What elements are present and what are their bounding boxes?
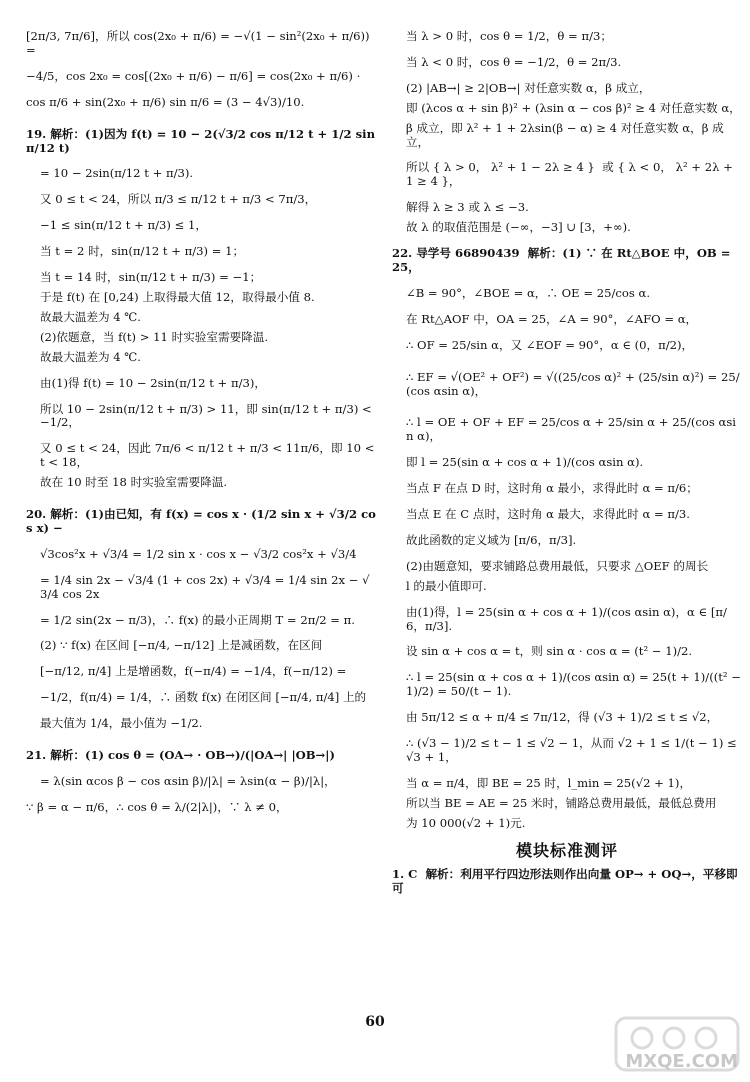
text-line: 由(1)得 f(t) = 10 − 2sin(π/12 t + π/3)，: [40, 375, 266, 390]
text-line: (2)由题意知，要求铺路总费用最低，只要求 △OEF 的周长: [406, 558, 709, 573]
text-line: 即 (λcos α + sin β)² + (λsin α − cos β)² ≥ 4 对任意实数 α，: [406, 100, 741, 115]
text-line: 当 α = π/4，即 BE = 25 时，l_min = 25(√2 + 1)，: [406, 775, 692, 790]
answer-line: 1. C 解析：利用平行四边形法则作出向量 OP→ + OQ→，平移即可: [392, 866, 738, 895]
text-line: 所以 10 − 2sin(π/12 t + π/3) > 11，即 sin(π/12 t + π/3) < −1/2，: [40, 401, 376, 430]
text-line: ∠B = 90°，∠BOE = α，∴ OE = 25/cos α.: [406, 285, 651, 300]
text-line: 所以 { λ > 0， λ² + 1 − 2λ ≥ 4 } 或 { λ < 0， λ² + 2λ + 1 ≥ 4 }，: [406, 160, 737, 189]
text-line: 故在 10 时至 18 时实验室需要降温.: [40, 475, 228, 490]
text-line: 故 λ 的取值范围是 (−∞，−3] ∪ [3，+∞).: [406, 220, 631, 235]
text-line: 当 t = 14 时，sin(π/12 t + π/3) = −1；: [40, 270, 262, 285]
text-line: (2) ∵ f(x) 在区间 [−π/4, −π/12] 上是减函数，在区间: [40, 638, 323, 653]
watermark-text: MXQE.COM: [625, 1051, 738, 1072]
text-line: 当 t = 2 时，sin(π/12 t + π/3) = 1；: [40, 244, 245, 259]
text-line: = λ(sin αcos β − cos αsin β)/|λ| = λsin(α − β)/|λ|，: [40, 774, 336, 788]
text-line: β 成立，即 λ² + 1 + 2λsin(β − α) ≥ 4 对任意实数 α，β 成立，: [406, 120, 724, 149]
problem-19-line: 19. 解析：(1)因为 f(t) = 10 − 2(√3/2 cos π/12 t + 1/2 sin π/12 t): [26, 126, 380, 155]
text-line: ∴ (√3 − 1)/2 ≤ t − 1 ≤ √2 − 1，从而 √2 + 1 ≤ 1/(t − 1) ≤ √3 + 1，: [406, 736, 741, 764]
section-title: 模块标准测评: [515, 840, 618, 860]
text-line: (2) |AB→| ≥ 2|OB→| 对任意实数 α，β 成立，: [406, 80, 651, 95]
text-line: 由(1)得，l = 25(sin α + cos α + 1)/(cos αsin α)，α ∈ [π/6，π/3].: [406, 604, 727, 633]
text-line: ∴ EF = √(OE² + OF²) = √((25/cos α)² + (25/sin α)²) = 25/(cos αsin α)，: [406, 369, 740, 398]
text-line: −1/2，f(π/4) = 1/4，∴ 函数 f(x) 在闭区间 [−π/4, π/4] 上的: [40, 690, 367, 705]
text-line: = 1/4 sin 2x − √3/4 (1 + cos 2x) + √3/4 = 1/4 sin 2x − √3/4 cos 2x: [40, 572, 370, 601]
text-line: l 的最小值即可.: [406, 578, 487, 593]
text-line: 当点 F 在点 D 时，这时角 α 最小，求得此时 α = π/6；: [406, 481, 698, 496]
left-column: [26, 29, 380, 815]
text-line: 由 5π/12 ≤ α + π/4 ≤ 7π/12，得 (√3 + 1)/2 ≤ t ≤ √2，: [406, 710, 719, 725]
text-line: 故最大温差为 4 ℃.: [40, 309, 141, 324]
text-line: −4/5，cos 2x₀ = cos[(2x₀ + π/6) − π/6] = cos(2x₀ + π/6) ·: [26, 68, 361, 83]
text-line: 当 λ > 0 时，cos θ = 1/2，θ = π/3；: [406, 29, 612, 43]
problem-21-line: 21. 解析：(1) cos θ = (OA→ · OB→)/(|OA→| |OB→|): [26, 748, 335, 763]
text-line: (2)依题意，当 f(t) > 11 时实验室需要降温.: [40, 329, 269, 344]
text-line: ∴ OF = 25/sin α，又 ∠EOF = 90°，α ∈ (0，π/2)，: [406, 337, 694, 352]
page-number: 60: [365, 1014, 385, 1030]
text-line: √3cos²x + √3/4 = 1/2 sin x · cos x − √3/2 cos²x + √3/4: [40, 546, 357, 561]
text-line: 当点 E 在 C 点时，这时角 α 最大，求得此时 α = π/3.: [406, 507, 690, 522]
text-line: cos π/6 + sin(2x₀ + π/6) sin π/6 = (3 − 4√3)/10.: [26, 94, 305, 109]
text-line: 为 10 000(√2 + 1)元.: [406, 815, 526, 830]
text-line: ∴ l = OE + OF + EF = 25/cos α + 25/sin α + 25/(cos αsin α)，: [406, 415, 736, 444]
text-line: −1 ≤ sin(π/12 t + π/3) ≤ 1，: [40, 218, 208, 233]
text-line: 设 sin α + cos α = t，则 sin α · cos α = (t² − 1)/2.: [406, 644, 693, 659]
text-line: 解得 λ ≥ 3 或 λ ≤ −3.: [406, 200, 529, 215]
text-line: 故最大温差为 4 ℃.: [40, 349, 141, 364]
text-line: 又 0 ≤ t < 24，所以 π/3 ≤ π/12 t + π/3 < 7π/3，: [40, 192, 317, 207]
text-line: = 1/2 sin(2x − π/3)，∴ f(x) 的最小正周期 T = 2π/2 = π.: [40, 612, 355, 627]
text-line: 所以当 BE = AE = 25 米时，铺路总费用最低，最低总费用: [406, 795, 717, 810]
text-line: 故此函数的定义域为 [π/6，π/3].: [406, 532, 577, 547]
text-line: 又 0 ≤ t < 24，因此 7π/6 < π/12 t + π/3 < 11π/6，即 10 < t < 18，: [40, 441, 379, 470]
text-line: 当 λ < 0 时，cos θ = −1/2，θ = 2π/3.: [406, 54, 622, 69]
problem-20-line: 20. 解析：(1)由已知，有 f(x) = cos x · (1/2 sin x + √3/2 cos x) −: [26, 507, 376, 535]
text-line: 于是 f(t) 在 [0,24) 上取得最大值 12，取得最小值 8.: [40, 289, 315, 304]
text-line: [−π/12, π/4] 上是增函数，f(−π/4) = −1/4，f(−π/12) =: [40, 664, 347, 679]
text-line: 最大值为 1/4，最小值为 −1/2.: [40, 716, 203, 731]
text-line: [2π/3, 7π/6]，所以 cos(2x₀ + π/6) = −√(1 − sin²(2x₀ + π/6)) =: [26, 29, 374, 57]
problem-22-line: 22. 导学号 66890439 解析：(1) ∵ 在 Rt△BOE 中，OB = 25，: [392, 246, 735, 274]
text-line: 即 l = 25(sin α + cos α + 1)/(cos αsin α).: [406, 455, 644, 470]
text-line: 在 Rt△AOF 中，OA = 25，∠A = 90°，∠AFO = α，: [406, 311, 698, 326]
text-line: = 10 − 2sin(π/12 t + π/3).: [40, 166, 194, 181]
right-column: [392, 29, 745, 896]
text-line: ∴ l = 25(sin α + cos α + 1)/(cos αsin α) = 25(t + 1)/((t² − 1)/2) = 50/(t − 1).: [406, 670, 745, 699]
text-line: ∵ β = α − π/6，∴ cos θ = λ/(2|λ|)，∵ λ ≠ 0，: [26, 799, 288, 814]
